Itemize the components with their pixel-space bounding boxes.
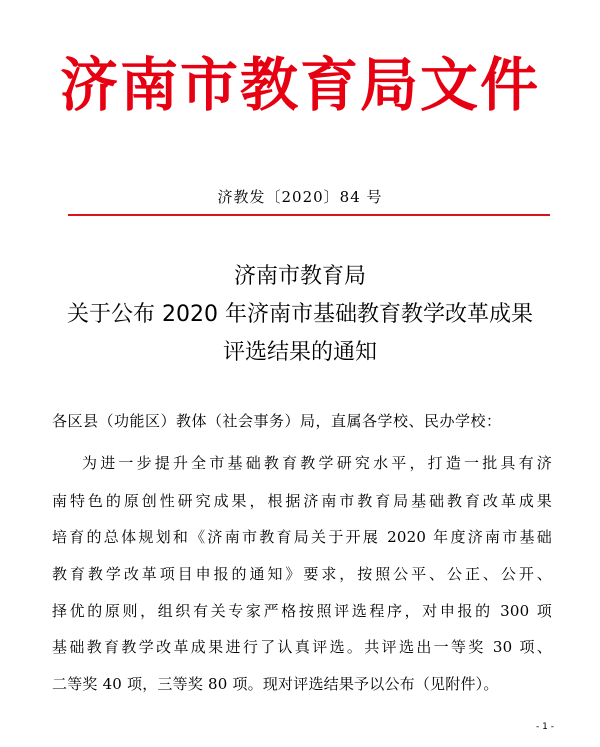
document-header-title: 济南市教育局文件	[59, 51, 540, 119]
red-divider-rule	[68, 214, 550, 216]
body-line: 择优的原则，组织有关专家严格按照评选程序，对申报的 300 项	[52, 602, 552, 620]
body-line: 二等奖 40 项，三等奖 80 项。现对评选结果予以公布（见附件）。	[52, 675, 499, 693]
page-number: - 1 -	[536, 722, 554, 732]
notice-title-line-3: 评选结果的通知	[222, 340, 377, 365]
body-line: 为进一步提升全市基础教育教学研究水平，打造一批具有济	[82, 454, 552, 472]
document-number: 济教发〔2020〕84 号	[217, 188, 383, 206]
body-line: 南特色的原创性研究成果，根据济南市教育局基础教育改革成果	[52, 492, 552, 510]
body-line: 基础教育教学改革成果进行了认真评选。共评选出一等奖 30 项、	[52, 638, 552, 656]
notice-title-line-1: 济南市教育局	[233, 264, 366, 289]
body-line: 教育教学改革项目申报的通知》要求，按照公平、公正、公开、	[52, 565, 552, 583]
body-line: 培育的总体规划和《济南市教育局关于开展 2020 年度济南市基础	[52, 528, 552, 546]
salutation: 各区县（功能区）教体（社会事务）局，直属各学校、民办学校：	[52, 412, 502, 430]
notice-title-line-2: 关于公布 2020 年济南市基础教育教学改革成果	[67, 302, 533, 327]
